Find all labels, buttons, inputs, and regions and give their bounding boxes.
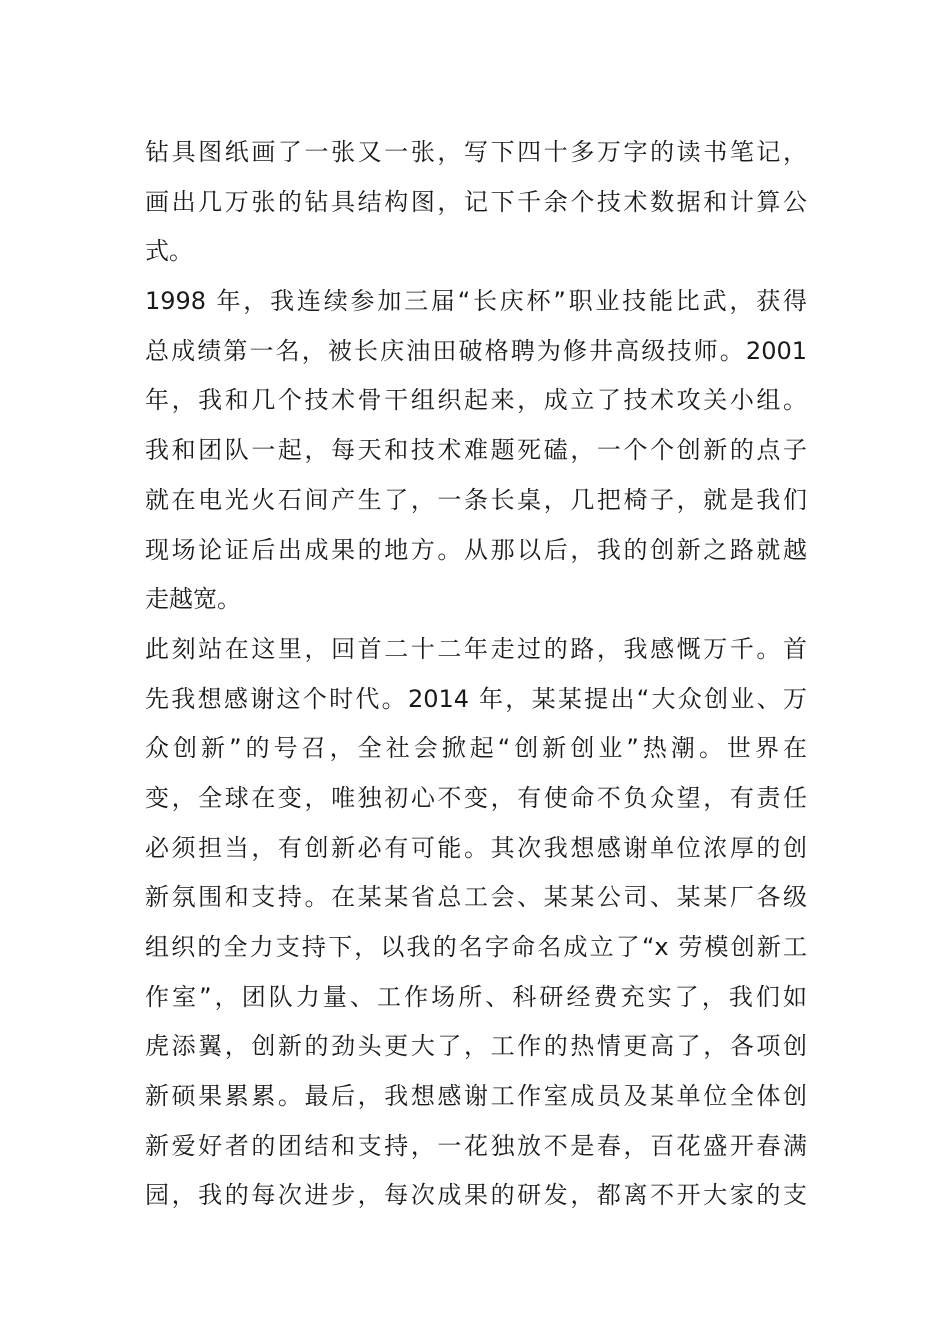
text-line: 变，全球在变，唯独初心不变，有使命不负众望，有责任: [145, 783, 807, 812]
text-line: 画出几万张的钻具结构图，记下千余个技术数据和计算公: [145, 187, 807, 216]
text-line: 众创新”的号召，全社会掀起“创新创业”热潮。世界在: [145, 734, 807, 763]
text-line: 走越宽。: [145, 585, 241, 614]
text-line: 虎添翼，创新的劲头更大了，工作的热情更高了，各项创: [145, 1032, 807, 1061]
text-line: 园，我的每次进步，每次成果的研发，都离不开大家的支: [145, 1181, 807, 1210]
text-line: 我和团队一起，每天和技术难题死磕，一个个创新的点子: [145, 436, 807, 465]
text-line: 组织的全力支持下，以我的名字命名成立了“x 劳模创新工: [145, 933, 807, 961]
text-line: 新氛围和支持。在某某省总工会、某某公司、某某厂各级: [145, 883, 807, 912]
text-line: 现场论证后出成果的地方。从那以后，我的创新之路就越: [145, 535, 807, 564]
text-line: 新爱好者的团结和支持，一花独放不是春，百花盛开春满: [145, 1131, 807, 1160]
text-line: 作室”，团队力量、工作场所、科研经费充实了，我们如: [145, 982, 807, 1011]
paragraph-3: [145, 625, 807, 1221]
text-line: 先我想感谢这个时代。2014 年，某某提出“大众创业、万: [145, 684, 807, 713]
text-line: 就在电光火石间产生了，一条长桌，几把椅子，就是我们: [145, 485, 807, 514]
text-line: 式。: [145, 237, 193, 266]
text-line: 新硕果累累。最后，我想感谢工作室成员及某单位全体创: [145, 1082, 807, 1111]
document-body: [145, 128, 807, 1221]
text-line: 此刻站在这里，回首二十二年走过的路，我感慨万千。首: [145, 634, 807, 663]
text-line: 总成绩第一名，被长庆油田破格聘为修井高级技师。2001: [145, 336, 807, 365]
paragraph-2: [145, 277, 807, 625]
text-line: 年，我和几个技术骨干组织起来，成立了技术攻关小组。: [145, 386, 807, 415]
text-line: 钻具图纸画了一张又一张，写下四十多万字的读书笔记，: [145, 138, 807, 166]
text-line: 必须担当，有创新必有可能。其次我想感谢单位浓厚的创: [145, 833, 807, 862]
paragraph-1: [145, 128, 807, 277]
text-line: 1998 年，我连续参加三届“长庆杯”职业技能比武，获得: [145, 287, 807, 316]
